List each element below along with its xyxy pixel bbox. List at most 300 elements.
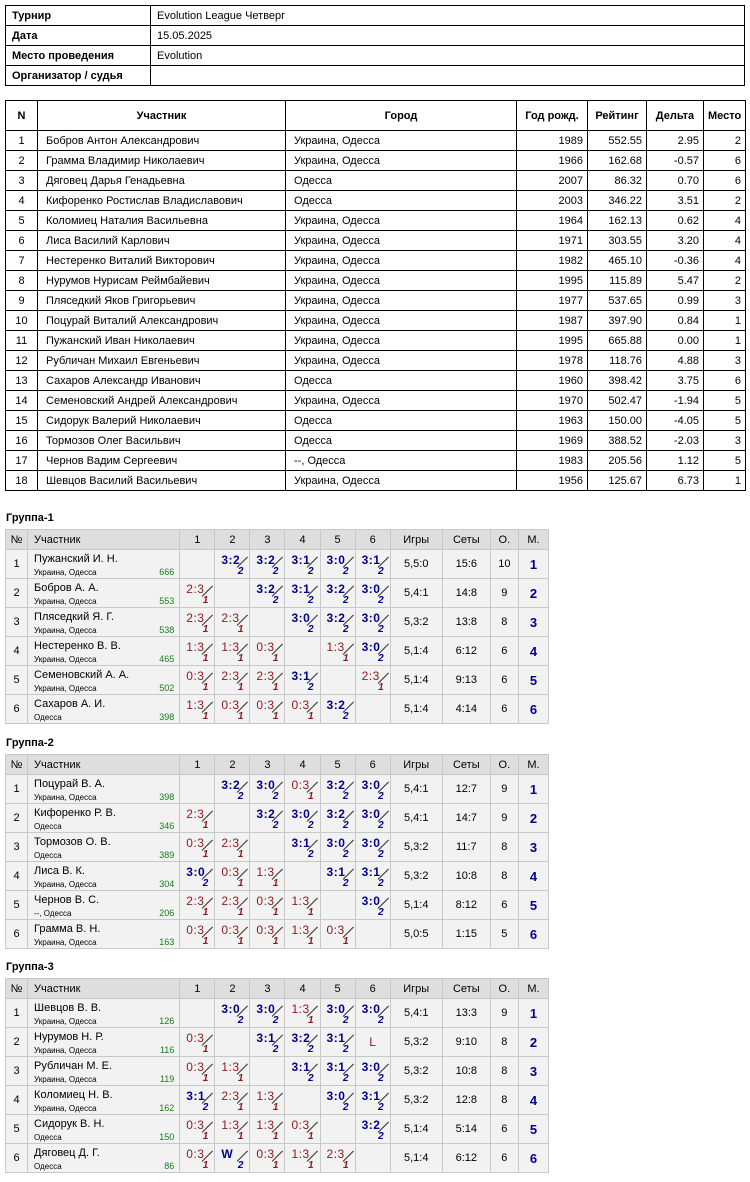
group-table xyxy=(5,754,549,949)
player-cell xyxy=(28,1144,180,1173)
header-opponent: 5 xyxy=(320,979,355,999)
player-name: Чернов В. С. xyxy=(34,894,100,906)
tournament-info-table xyxy=(5,5,745,86)
column-header: Место xyxy=(704,101,746,131)
match-points: 2 xyxy=(343,1044,349,1055)
match-score-cell xyxy=(215,1144,250,1173)
participant-name: Нестеренко Виталий Викторович xyxy=(38,251,286,271)
participant-name: Пляседкий Яков Григорьевич xyxy=(38,291,286,311)
row-number: 1 xyxy=(6,999,28,1028)
player-rating: 206 xyxy=(159,908,175,918)
header-points: О. xyxy=(490,755,518,775)
games-total: 5,1:4 xyxy=(390,1115,442,1144)
match-score-cell xyxy=(215,920,250,949)
match-score-cell xyxy=(320,862,355,891)
match-score-cell xyxy=(285,891,320,920)
participant-number: 4 xyxy=(6,191,38,211)
player-city: --, Одесса xyxy=(34,909,72,918)
participant-delta: 0.62 xyxy=(647,211,704,231)
match-score-cell xyxy=(250,862,285,891)
participant-row xyxy=(6,351,746,371)
group-place: 6 xyxy=(518,1144,548,1173)
self-match-cell xyxy=(215,804,250,833)
participant-place: 1 xyxy=(704,331,746,351)
match-score-cell xyxy=(285,833,320,862)
group-row xyxy=(6,1028,549,1057)
group-row xyxy=(6,891,549,920)
points-total: 9 xyxy=(490,775,518,804)
group-place: 2 xyxy=(518,579,548,608)
match-score-cell xyxy=(215,862,250,891)
player-name: Сахаров А. И. xyxy=(34,698,106,710)
match-score-cell xyxy=(355,637,390,666)
row-number: 3 xyxy=(6,833,28,862)
info-key: Организатор / судья xyxy=(6,66,151,86)
participant-place: 5 xyxy=(704,451,746,471)
participant-delta: 0.70 xyxy=(647,171,704,191)
match-score-cell xyxy=(215,695,250,724)
match-score: 2:3 xyxy=(361,669,380,683)
match-score-cell xyxy=(180,579,215,608)
participant-name: Коломиец Наталия Васильевна xyxy=(38,211,286,231)
match-score-cell xyxy=(215,1086,250,1115)
match-points: 2 xyxy=(378,820,384,831)
header-opponent: 3 xyxy=(250,755,285,775)
match-score-cell xyxy=(355,579,390,608)
match-score-cell xyxy=(180,891,215,920)
match-points: 1 xyxy=(272,907,279,918)
games-total: 5,1:4 xyxy=(390,891,442,920)
match-score-cell xyxy=(250,775,285,804)
match-score: 2:3 xyxy=(186,611,205,625)
match-score: 2:3 xyxy=(326,1147,345,1161)
match-points: 1 xyxy=(307,907,314,918)
group-row xyxy=(6,608,549,637)
participant-birth-year: 1983 xyxy=(517,451,588,471)
participant-place: 4 xyxy=(704,251,746,271)
match-score: 0:3 xyxy=(291,1118,310,1132)
match-score: 3:2 xyxy=(256,582,276,596)
participant-name: Кифоренко Ростислав Владиславович xyxy=(38,191,286,211)
participant-city: Украина, Одесса xyxy=(286,311,517,331)
column-header: Дельта xyxy=(647,101,704,131)
participant-row xyxy=(6,251,746,271)
match-points: 1 xyxy=(237,936,244,947)
sets-total: 10:8 xyxy=(442,862,490,891)
player-rating: 86 xyxy=(164,1161,175,1171)
match-score-cell xyxy=(250,1115,285,1144)
participant-name: Сахаров Александр Иванович xyxy=(38,371,286,391)
match-points: 2 xyxy=(272,820,279,831)
header-no: № xyxy=(6,755,28,775)
participant-row xyxy=(6,131,746,151)
self-match-cell xyxy=(215,579,250,608)
match-points: 1 xyxy=(237,682,244,693)
sets-total: 11:7 xyxy=(442,833,490,862)
group-row xyxy=(6,550,549,579)
participant-rating: 465.10 xyxy=(588,251,647,271)
player-city: Украина, Одесса xyxy=(34,1017,97,1026)
header-place: М. xyxy=(518,530,548,550)
match-points: 2 xyxy=(343,820,349,831)
player-name: Дяговец Д. Г. xyxy=(34,1147,100,1159)
match-points: 1 xyxy=(202,653,209,664)
participant-place: 6 xyxy=(704,371,746,391)
player-rating: 119 xyxy=(159,1074,175,1084)
match-score-cell xyxy=(355,1086,390,1115)
header-no: № xyxy=(6,530,28,550)
group-place: 4 xyxy=(518,862,548,891)
player-name: Лиса В. К. xyxy=(34,865,85,877)
participant-rating: 303.55 xyxy=(588,231,647,251)
match-score: 3:0 xyxy=(326,1089,346,1103)
participant-birth-year: 1982 xyxy=(517,251,588,271)
match-score: 3:0 xyxy=(221,1002,241,1016)
group-place: 5 xyxy=(518,891,548,920)
player-cell xyxy=(28,999,180,1028)
player-rating: 150 xyxy=(159,1132,175,1142)
points-total: 9 xyxy=(490,804,518,833)
match-score: 3:0 xyxy=(361,778,381,792)
match-score-cell xyxy=(215,637,250,666)
group-row xyxy=(6,666,549,695)
header-place: М. xyxy=(518,979,548,999)
group-table xyxy=(5,978,549,1173)
player-city: Украина, Одесса xyxy=(34,684,97,693)
games-total: 5,4:1 xyxy=(390,999,442,1028)
match-score: 2:3 xyxy=(221,611,240,625)
header-opponent: 2 xyxy=(215,979,250,999)
player-rating: 304 xyxy=(159,879,175,889)
participant-delta: 3.20 xyxy=(647,231,704,251)
player-city: Украина, Одесса xyxy=(34,1104,97,1113)
row-number: 1 xyxy=(6,775,28,804)
player-rating: 666 xyxy=(159,567,175,577)
header-opponent: 3 xyxy=(250,530,285,550)
games-total: 5,3:2 xyxy=(390,1086,442,1115)
header-opponent: 2 xyxy=(215,755,250,775)
match-points: 1 xyxy=(272,653,279,664)
participant-rating: 115.89 xyxy=(588,271,647,291)
match-score: 0:3 xyxy=(186,1060,205,1074)
sets-total: 9:10 xyxy=(442,1028,490,1057)
match-score: 3:2 xyxy=(326,698,346,712)
participant-birth-year: 1960 xyxy=(517,371,588,391)
match-points: 1 xyxy=(307,936,314,947)
participant-delta: -1.94 xyxy=(647,391,704,411)
group-row xyxy=(6,637,549,666)
participant-row xyxy=(6,311,746,331)
match-score: 3:1 xyxy=(361,1089,381,1103)
match-score: 3:2 xyxy=(221,778,241,792)
match-score: 3:0 xyxy=(256,1002,276,1016)
group-place: 1 xyxy=(518,550,548,579)
player-cell xyxy=(28,920,180,949)
match-points: 2 xyxy=(378,878,384,889)
match-score: 3:0 xyxy=(361,836,381,850)
info-value: 15.05.2025 xyxy=(151,26,745,46)
participant-rating: 162.13 xyxy=(588,211,647,231)
match-score: 0:3 xyxy=(186,1031,205,1045)
match-score: 3:1 xyxy=(291,582,311,596)
match-score: 3:0 xyxy=(361,640,381,654)
self-match-cell xyxy=(215,1028,250,1057)
participant-city: Украина, Одесса xyxy=(286,291,517,311)
match-points: 1 xyxy=(272,1131,279,1142)
match-score: 1:3 xyxy=(186,640,205,654)
group-row xyxy=(6,862,549,891)
row-number: 4 xyxy=(6,637,28,666)
player-name: Семеновский А. А. xyxy=(34,669,130,681)
match-points: 1 xyxy=(343,653,349,664)
match-points: 1 xyxy=(272,936,279,947)
group-row xyxy=(6,1144,549,1173)
participant-delta: 3.75 xyxy=(647,371,704,391)
match-score-cell xyxy=(215,999,250,1028)
player-city: Одесса xyxy=(34,822,62,831)
match-score-cell xyxy=(355,550,390,579)
games-total: 5,1:4 xyxy=(390,695,442,724)
header-no: № xyxy=(6,979,28,999)
info-row xyxy=(6,26,745,46)
self-match-cell xyxy=(320,666,355,695)
match-score-cell xyxy=(355,862,390,891)
match-points: 1 xyxy=(272,878,279,889)
match-points: 1 xyxy=(237,653,244,664)
participant-birth-year: 1966 xyxy=(517,151,588,171)
participants-table xyxy=(5,100,746,491)
header-points: О. xyxy=(490,530,518,550)
group-title: Группа-2 xyxy=(6,737,54,749)
match-score: 0:3 xyxy=(256,640,275,654)
games-total: 5,4:1 xyxy=(390,804,442,833)
player-city: Украина, Одесса xyxy=(34,1075,97,1084)
games-total: 5,5:0 xyxy=(390,550,442,579)
match-score: 3:2 xyxy=(256,807,276,821)
match-points: 1 xyxy=(237,1073,244,1084)
participant-name: Рубличан Михаил Евгеньевич xyxy=(38,351,286,371)
player-name: Шевцов В. В. xyxy=(34,1002,102,1014)
match-score: 3:2 xyxy=(326,582,346,596)
match-points: 1 xyxy=(202,820,209,831)
match-points: 2 xyxy=(272,595,279,606)
header-place: М. xyxy=(518,755,548,775)
match-score: 1:3 xyxy=(186,698,205,712)
group-row xyxy=(6,1086,549,1115)
player-city: Одесса xyxy=(34,713,62,722)
header-player: Участник xyxy=(28,755,180,775)
games-total: 5,1:4 xyxy=(390,1144,442,1173)
participant-row xyxy=(6,451,746,471)
match-score-cell xyxy=(320,920,355,949)
match-points: 1 xyxy=(202,907,209,918)
points-total: 8 xyxy=(490,1028,518,1057)
participant-place: 5 xyxy=(704,411,746,431)
match-points: 2 xyxy=(343,791,349,802)
match-points: 1 xyxy=(202,1044,209,1055)
points-total: 8 xyxy=(490,608,518,637)
player-cell xyxy=(28,1028,180,1057)
player-city: Украина, Одесса xyxy=(34,626,97,635)
match-points: 1 xyxy=(202,936,209,947)
participant-number: 16 xyxy=(6,431,38,451)
match-points: 1 xyxy=(307,1160,314,1171)
match-score: 3:0 xyxy=(361,807,381,821)
match-points: 2 xyxy=(343,1073,349,1084)
games-total: 5,4:1 xyxy=(390,775,442,804)
match-points: 2 xyxy=(378,1073,384,1084)
match-points: 2 xyxy=(343,1102,349,1113)
player-rating: 538 xyxy=(159,625,175,635)
self-match-cell xyxy=(355,695,390,724)
participant-city: Украина, Одесса xyxy=(286,391,517,411)
player-city: Украина, Одесса xyxy=(34,793,97,802)
header-opponent: 1 xyxy=(180,530,215,550)
match-score: 0:3 xyxy=(256,698,275,712)
match-score: 0:3 xyxy=(221,923,240,937)
match-score: 3:1 xyxy=(361,553,381,567)
match-points: 1 xyxy=(272,711,279,722)
player-name: Поцурай В. А. xyxy=(34,778,106,790)
row-number: 2 xyxy=(6,804,28,833)
participant-number: 8 xyxy=(6,271,38,291)
participant-rating: 162.68 xyxy=(588,151,647,171)
player-city: Украина, Одесса xyxy=(34,655,97,664)
match-score: W xyxy=(221,1147,234,1161)
participant-rating: 150.00 xyxy=(588,411,647,431)
match-score: 3:1 xyxy=(326,1031,346,1045)
player-name: Бобров А. А. xyxy=(34,582,99,594)
participant-number: 18 xyxy=(6,471,38,491)
participant-name: Шевцов Василий Васильевич xyxy=(38,471,286,491)
column-header: Год рожд. xyxy=(517,101,588,131)
match-score-cell xyxy=(355,891,390,920)
self-match-cell xyxy=(250,608,285,637)
participant-rating: 388.52 xyxy=(588,431,647,451)
points-total: 5 xyxy=(490,920,518,949)
match-score: 1:3 xyxy=(221,640,240,654)
match-score-cell xyxy=(355,804,390,833)
match-score-cell xyxy=(250,1086,285,1115)
match-score: 3:2 xyxy=(361,1118,381,1132)
participant-delta: -2.03 xyxy=(647,431,704,451)
match-score-cell xyxy=(180,1057,215,1086)
match-score: 0:3 xyxy=(256,1147,275,1161)
player-name: Нурумов Н. Р. xyxy=(34,1031,104,1043)
player-cell xyxy=(28,579,180,608)
participant-place: 6 xyxy=(704,151,746,171)
header-opponent: 5 xyxy=(320,530,355,550)
match-score: 2:3 xyxy=(221,836,240,850)
player-cell xyxy=(28,608,180,637)
sets-total: 6:12 xyxy=(442,1144,490,1173)
participant-row xyxy=(6,271,746,291)
participant-birth-year: 1995 xyxy=(517,271,588,291)
match-score: 0:3 xyxy=(186,1118,205,1132)
match-points: 1 xyxy=(307,711,314,722)
match-score-cell xyxy=(285,775,320,804)
header-sets: Сеты xyxy=(442,530,490,550)
header-opponent: 3 xyxy=(250,979,285,999)
match-score-cell xyxy=(285,804,320,833)
match-points: 1 xyxy=(202,1131,209,1142)
match-points: 2 xyxy=(307,1044,314,1055)
points-total: 8 xyxy=(490,1086,518,1115)
header-player: Участник xyxy=(28,530,180,550)
participant-birth-year: 1969 xyxy=(517,431,588,451)
participant-name: Поцурай Виталий Александрович xyxy=(38,311,286,331)
match-score-cell xyxy=(355,1028,390,1057)
column-header: Участник xyxy=(38,101,286,131)
info-row xyxy=(6,46,745,66)
group-table xyxy=(5,529,549,724)
player-cell xyxy=(28,1086,180,1115)
match-points: 2 xyxy=(307,566,314,577)
match-score: 1:3 xyxy=(256,1118,275,1132)
match-score: 1:3 xyxy=(291,894,310,908)
match-score: 0:3 xyxy=(186,923,205,937)
match-score-cell xyxy=(180,637,215,666)
participant-name: Сидорук Валерий Николаевич xyxy=(38,411,286,431)
match-score: 0:3 xyxy=(291,698,310,712)
games-total: 5,3:2 xyxy=(390,1028,442,1057)
match-score: 1:3 xyxy=(221,1060,240,1074)
row-number: 5 xyxy=(6,1115,28,1144)
self-match-cell xyxy=(180,999,215,1028)
participant-name: Чернов Вадим Сергеевич xyxy=(38,451,286,471)
match-score-cell xyxy=(355,1057,390,1086)
participant-place: 3 xyxy=(704,431,746,451)
header-player: Участник xyxy=(28,979,180,999)
participant-name: Тормозов Олег Васильвич xyxy=(38,431,286,451)
participant-city: Одесса xyxy=(286,411,517,431)
column-header: Рейтинг xyxy=(588,101,647,131)
group-place: 6 xyxy=(518,920,548,949)
points-total: 9 xyxy=(490,579,518,608)
player-name: Нестеренко В. В. xyxy=(34,640,121,652)
participant-row xyxy=(6,411,746,431)
match-points: 2 xyxy=(237,1160,244,1171)
participant-number: 1 xyxy=(6,131,38,151)
group-row xyxy=(6,579,549,608)
match-score-cell xyxy=(285,999,320,1028)
match-points: 1 xyxy=(202,849,209,860)
match-score-cell xyxy=(180,608,215,637)
participant-delta: -0.57 xyxy=(647,151,704,171)
row-number: 2 xyxy=(6,1028,28,1057)
games-total: 5,1:4 xyxy=(390,637,442,666)
match-score: 3:0 xyxy=(291,807,311,821)
match-score: 3:0 xyxy=(326,836,346,850)
row-number: 1 xyxy=(6,550,28,579)
match-score: 1:3 xyxy=(291,1147,310,1161)
match-score: 3:0 xyxy=(361,582,381,596)
match-score-cell xyxy=(250,550,285,579)
match-score-cell xyxy=(215,833,250,862)
match-score: 2:3 xyxy=(186,582,205,596)
participant-number: 7 xyxy=(6,251,38,271)
participant-number: 12 xyxy=(6,351,38,371)
self-match-cell xyxy=(180,775,215,804)
participant-birth-year: 1995 xyxy=(517,331,588,351)
info-row xyxy=(6,66,745,86)
participant-birth-year: 1987 xyxy=(517,311,588,331)
match-points: 1 xyxy=(237,624,244,635)
sets-total: 14:7 xyxy=(442,804,490,833)
points-total: 6 xyxy=(490,637,518,666)
participant-name: Бобров Антон Александрович xyxy=(38,131,286,151)
player-rating: 116 xyxy=(159,1045,175,1055)
